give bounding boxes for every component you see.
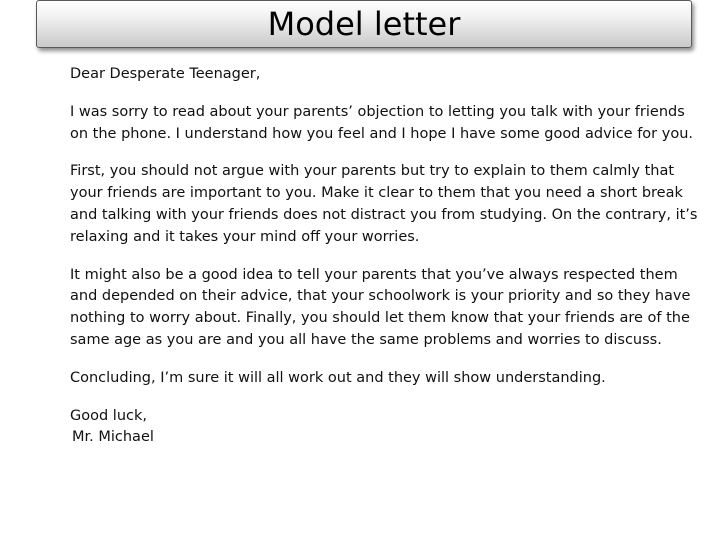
letter-closing	[70, 406, 698, 450]
letter-paragraph-3: It might also be a good idea to tell your parents that you’ve always respected them and depended on their advice, that your schoolwork is your priority and so they have nothing to worry about. Finally, you should let them know that your friends are of the same age as you are and you all have the same problems and worries to discuss.	[70, 266, 691, 348]
letter-greeting: Dear Desperate Teenager,	[70, 66, 261, 82]
letter-paragraph-1: I was sorry to read about your parents’ objection to letting you talk with your friends on the phone. I understand how you feel and I hope I have some good advice for you.	[70, 103, 693, 142]
closing-text: Good luck,	[70, 407, 147, 424]
letter-body	[70, 64, 698, 449]
slide-title: Model letter	[267, 5, 461, 43]
letter-paragraph-4: Concluding, I’m sure it will all work out and they will show understanding.	[70, 369, 606, 386]
signature: Mr. Michael	[72, 429, 154, 446]
letter-paragraph-2: First, you should not argue with your parents but try to explain to them calmly that your friends are important to you. Make it clear to them that you need a short break and talking with your friends does not distract you from studying. On the contrary, it’s relaxing and it takes your mind off your worries.	[70, 163, 698, 245]
title-bar	[36, 0, 692, 48]
